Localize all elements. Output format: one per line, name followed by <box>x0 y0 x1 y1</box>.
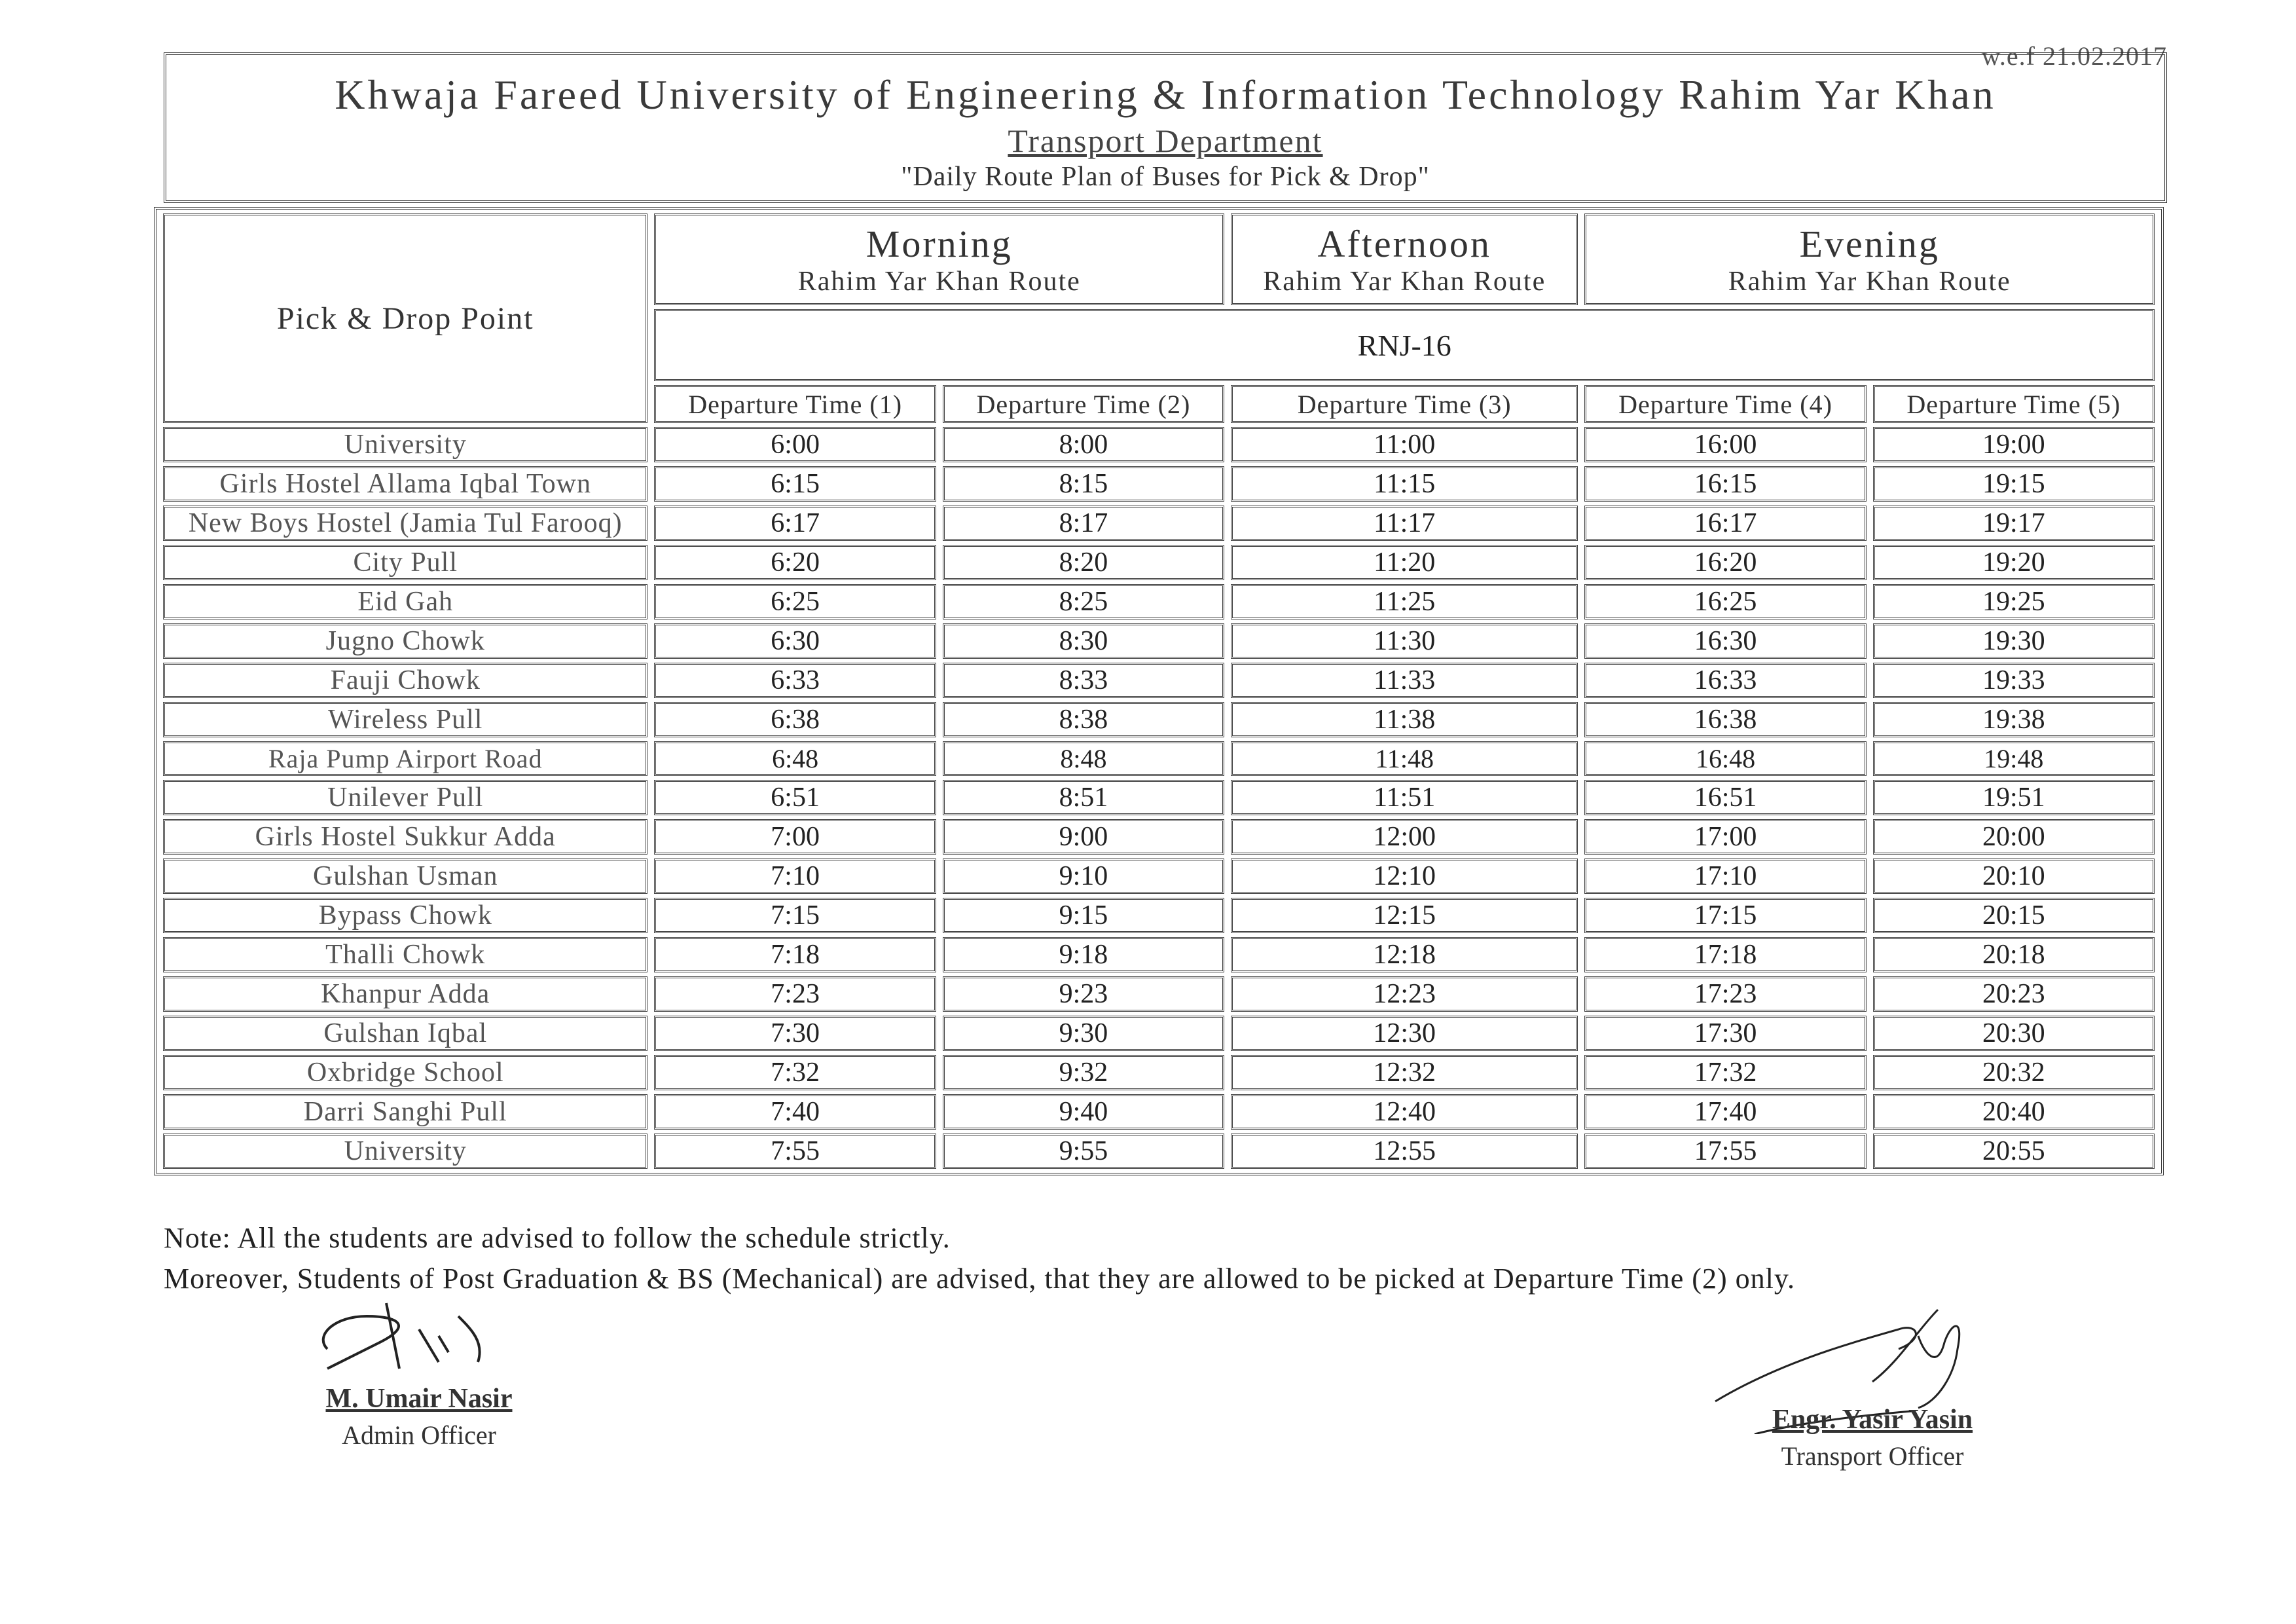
departure-time: 8:15 <box>943 466 1224 502</box>
stop-name: Thalli Chowk <box>163 937 647 972</box>
departure-time: 16:17 <box>1584 506 1866 541</box>
departure-time: 8:30 <box>943 623 1224 659</box>
departure-time: 9:18 <box>943 937 1224 972</box>
departure-time: 8:20 <box>943 545 1224 580</box>
departure-time: 11:15 <box>1231 466 1578 502</box>
departure-time: 7:10 <box>654 858 936 894</box>
departure-time: 16:20 <box>1584 545 1866 580</box>
departure-time: 8:51 <box>943 780 1224 815</box>
table-row <box>163 427 2155 462</box>
departure-time: 16:38 <box>1584 702 1866 737</box>
table-row <box>163 780 2155 815</box>
departure-time: 6:33 <box>654 663 936 698</box>
departure-time: 16:48 <box>1584 741 1866 776</box>
signatory-name: Engr. Yasir Yasin <box>1772 1405 1973 1435</box>
document-header <box>164 52 2167 203</box>
table-row <box>163 506 2155 541</box>
departure-time: 20:00 <box>1873 819 2155 855</box>
departure-time: 6:17 <box>654 506 936 541</box>
departure-time: 12:32 <box>1231 1055 1578 1090</box>
departure-time: 20:55 <box>1873 1134 2155 1169</box>
departure-time: 8:33 <box>943 663 1224 698</box>
departure-header: Departure Time (3) <box>1231 385 1578 423</box>
note-line-1: Note: All the students are advised to follow the schedule strictly. <box>164 1222 951 1254</box>
departure-time: 6:48 <box>654 741 936 776</box>
table-row <box>163 976 2155 1012</box>
period-morning <box>654 213 1224 305</box>
departure-time: 9:00 <box>943 819 1224 855</box>
signatory-name: M. Umair Nasir <box>325 1384 513 1414</box>
route-name: Rahim Yar Khan Route <box>1728 266 2011 297</box>
period-evening <box>1584 213 2155 305</box>
departure-time: 11:51 <box>1231 780 1578 815</box>
departure-time: 6:20 <box>654 545 936 580</box>
departure-time: 9:15 <box>943 898 1224 933</box>
route-name: Rahim Yar Khan Route <box>797 266 1081 297</box>
stop-name: Jugno Chowk <box>163 623 647 659</box>
departure-time: 8:00 <box>943 427 1224 462</box>
departure-time: 11:00 <box>1231 427 1578 462</box>
table-row <box>163 741 2155 776</box>
departure-time: 12:30 <box>1231 1016 1578 1051</box>
signature-block-left <box>288 1303 550 1460</box>
stop-name: Gulshan Iqbal <box>163 1016 647 1051</box>
table-row <box>163 858 2155 894</box>
departure-time: 8:17 <box>943 506 1224 541</box>
university-name: Khwaja Fareed University of Engineering & Information Technology Rahim Yar Khan <box>335 71 1996 118</box>
route-name: Rahim Yar Khan Route <box>1263 266 1546 297</box>
departure-time: 11:17 <box>1231 506 1578 541</box>
stop-name: Bypass Chowk <box>163 898 647 933</box>
table-row <box>163 584 2155 619</box>
table-row <box>163 937 2155 972</box>
stop-name: Fauji Chowk <box>163 663 647 698</box>
signatory-title: Transport Officer <box>1781 1441 1964 1471</box>
period-afternoon <box>1231 213 1578 305</box>
departure-time: 11:33 <box>1231 663 1578 698</box>
stop-name: Unilever Pull <box>163 780 647 815</box>
departure-time: 20:40 <box>1873 1094 2155 1130</box>
departure-time: 7:00 <box>654 819 936 855</box>
period-title: Evening <box>1799 222 1940 265</box>
notes <box>164 1218 2128 1299</box>
department-name: Transport Department <box>1008 122 1323 159</box>
departure-time: 16:15 <box>1584 466 1866 502</box>
departure-time: 19:51 <box>1873 780 2155 815</box>
departure-time: 9:40 <box>943 1094 1224 1130</box>
departure-time: 8:25 <box>943 584 1224 619</box>
departure-time: 7:23 <box>654 976 936 1012</box>
departure-time: 9:32 <box>943 1055 1224 1090</box>
stop-name: Darri Sanghi Pull <box>163 1094 647 1130</box>
departure-time: 6:51 <box>654 780 936 815</box>
table-row <box>163 898 2155 933</box>
stop-name: Oxbridge School <box>163 1055 647 1090</box>
departure-time: 20:30 <box>1873 1016 2155 1051</box>
signature-block-right <box>1702 1310 2003 1471</box>
table-row <box>163 702 2155 737</box>
departure-time: 6:25 <box>654 584 936 619</box>
stop-name: Girls Hostel Sukkur Adda <box>163 819 647 855</box>
departure-time: 16:30 <box>1584 623 1866 659</box>
departure-time: 7:15 <box>654 898 936 933</box>
departure-header: Departure Time (4) <box>1584 385 1866 423</box>
departure-header: Departure Time (2) <box>943 385 1224 423</box>
departure-time: 11:48 <box>1231 741 1578 776</box>
departure-time: 6:15 <box>654 466 936 502</box>
departure-header: Departure Time (5) <box>1873 385 2155 423</box>
departure-time: 17:40 <box>1584 1094 1866 1130</box>
departure-time: 19:48 <box>1873 741 2155 776</box>
departure-time: 8:48 <box>943 741 1224 776</box>
departure-time: 17:23 <box>1584 976 1866 1012</box>
departure-time: 20:23 <box>1873 976 2155 1012</box>
effective-date: w.e.f 21.02.2017 <box>1981 41 2167 71</box>
departure-time: 19:15 <box>1873 466 2155 502</box>
departure-time: 11:25 <box>1231 584 1578 619</box>
departure-time: 17:55 <box>1584 1134 1866 1169</box>
departure-time: 20:15 <box>1873 898 2155 933</box>
departure-time: 7:30 <box>654 1016 936 1051</box>
departure-header: Departure Time (1) <box>654 385 936 423</box>
stop-name: City Pull <box>163 545 647 580</box>
table-row <box>163 1055 2155 1090</box>
note-line-2: Moreover, Students of Post Graduation & BS (Mechanical) are advised, that they are allowed to be picked at Departure Time (2) only. <box>164 1263 1795 1295</box>
departure-time: 16:51 <box>1584 780 1866 815</box>
departure-time: 12:18 <box>1231 937 1578 972</box>
stop-name: Girls Hostel Allama Iqbal Town <box>163 466 647 502</box>
departure-time: 8:38 <box>943 702 1224 737</box>
route-schedule-table <box>154 207 2164 1175</box>
departure-time: 19:33 <box>1873 663 2155 698</box>
departure-time: 6:38 <box>654 702 936 737</box>
departure-time: 12:55 <box>1231 1134 1578 1169</box>
departure-time: 6:30 <box>654 623 936 659</box>
departure-time: 16:25 <box>1584 584 1866 619</box>
stop-name: New Boys Hostel (Jamia Tul Farooq) <box>163 506 647 541</box>
departure-time: 11:20 <box>1231 545 1578 580</box>
table-row <box>163 663 2155 698</box>
departure-time: 9:30 <box>943 1016 1224 1051</box>
departure-time: 12:23 <box>1231 976 1578 1012</box>
departure-time: 11:38 <box>1231 702 1578 737</box>
departure-time: 12:15 <box>1231 898 1578 933</box>
handwritten-signature-left <box>288 1290 524 1388</box>
departure-time: 17:00 <box>1584 819 1866 855</box>
stop-name: Khanpur Adda <box>163 976 647 1012</box>
signatory-title: Admin Officer <box>342 1420 496 1450</box>
departure-time: 16:00 <box>1584 427 1866 462</box>
departure-time: 20:32 <box>1873 1055 2155 1090</box>
departure-time: 9:55 <box>943 1134 1224 1169</box>
pick-drop-header: Pick & Drop Point <box>163 213 647 423</box>
route-code: RNJ-16 <box>654 309 2155 381</box>
departure-time: 19:30 <box>1873 623 2155 659</box>
stop-name: Eid Gah <box>163 584 647 619</box>
departure-time: 11:30 <box>1231 623 1578 659</box>
departure-time: 7:32 <box>654 1055 936 1090</box>
table-row <box>163 1016 2155 1051</box>
departure-time: 7:55 <box>654 1134 936 1169</box>
stop-name: University <box>163 427 647 462</box>
departure-time: 20:18 <box>1873 937 2155 972</box>
departure-time: 7:18 <box>654 937 936 972</box>
table-row <box>163 623 2155 659</box>
departure-time: 16:33 <box>1584 663 1866 698</box>
departure-time: 6:00 <box>654 427 936 462</box>
departure-time: 7:40 <box>654 1094 936 1130</box>
departure-time: 12:00 <box>1231 819 1578 855</box>
table-row <box>163 1134 2155 1169</box>
departure-time: 9:10 <box>943 858 1224 894</box>
departure-time: 19:20 <box>1873 545 2155 580</box>
period-title: Afternoon <box>1317 222 1491 265</box>
table-row <box>163 466 2155 502</box>
departure-time: 12:10 <box>1231 858 1578 894</box>
departure-time: 17:32 <box>1584 1055 1866 1090</box>
departure-time: 17:18 <box>1584 937 1866 972</box>
departure-time: 19:17 <box>1873 506 2155 541</box>
departure-time: 17:15 <box>1584 898 1866 933</box>
table-row <box>163 545 2155 580</box>
stop-name: Gulshan Usman <box>163 858 647 894</box>
departure-time: 17:30 <box>1584 1016 1866 1051</box>
stop-name: Wireless Pull <box>163 702 647 737</box>
stop-name: University <box>163 1134 647 1169</box>
departure-time: 19:00 <box>1873 427 2155 462</box>
departure-time: 19:38 <box>1873 702 2155 737</box>
departure-time: 9:23 <box>943 976 1224 1012</box>
departure-time: 17:10 <box>1584 858 1866 894</box>
departure-time: 20:10 <box>1873 858 2155 894</box>
period-title: Morning <box>866 222 1013 265</box>
departure-time: 12:40 <box>1231 1094 1578 1130</box>
departure-time: 19:25 <box>1873 584 2155 619</box>
table-row <box>163 1094 2155 1130</box>
document-subtitle: "Daily Route Plan of Buses for Pick & Drop" <box>901 162 1430 192</box>
stop-name: Raja Pump Airport Road <box>163 741 647 776</box>
table-row <box>163 819 2155 855</box>
